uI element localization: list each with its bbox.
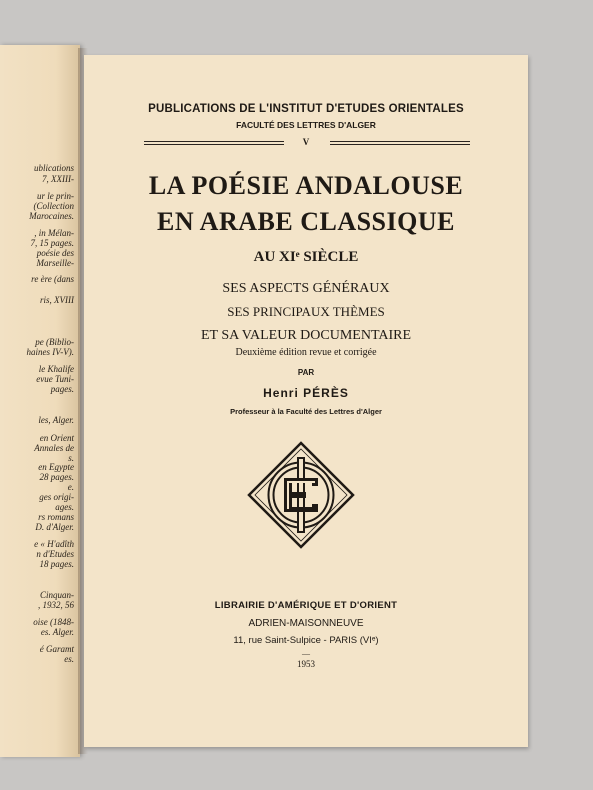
left-text-fragment: 7, XXIII- — [42, 174, 74, 184]
title-page — [84, 55, 528, 747]
left-text-fragment: , in Mélan- — [34, 228, 74, 238]
left-text-fragment: , 1932, 56 — [38, 600, 74, 610]
left-text-fragment: re ère (dans — [31, 274, 74, 284]
book-title-line-2: EN ARABE CLASSIQUE — [157, 207, 455, 236]
publisher-name: ADRIEN-MAISONNEUVE — [248, 618, 364, 629]
publisher-address: 11, rue Saint-Sulpice - PARIS (VIᵉ) — [233, 635, 379, 646]
faculty-name: FACULTÉ DES LETTRES D'ALGER — [236, 120, 376, 130]
left-text-fragment: pe (Biblio- — [35, 337, 74, 347]
author-name: Henri PÉRÈS — [263, 386, 349, 400]
left-text-fragment: e « H'adîth — [34, 539, 74, 549]
left-text-fragment: en Orient — [39, 433, 74, 443]
left-text-fragment: ges origi- — [39, 492, 74, 502]
left-text-fragment: 18 pages. — [39, 559, 74, 569]
separator-dash: — — [302, 649, 310, 658]
left-text-fragment: e. — [67, 482, 74, 492]
left-text-fragment: s. — [68, 453, 74, 463]
book-title-line-1: LA POÉSIE ANDALOUSE — [148, 171, 464, 200]
subtitle-century: AU XIᵉ SIÈCLE — [253, 249, 359, 265]
left-text-fragment: les, Alger. — [38, 415, 74, 425]
left-text-fragment: D. d'Alger. — [35, 522, 74, 532]
left-page — [0, 45, 80, 757]
left-text-fragment: poésie des — [36, 248, 74, 258]
left-text-fragment: 7, 15 pages. — [30, 238, 74, 248]
publication-year: 1953 — [297, 659, 315, 669]
left-text-fragment: ublications — [34, 163, 74, 173]
left-text-fragment: (Collection — [33, 201, 74, 211]
left-text-fragment: ris, XVIII — [40, 295, 74, 305]
left-text-fragment: é Garamt — [39, 644, 74, 654]
left-text-fragment: oise (1848- — [33, 617, 74, 627]
left-text-fragment: Cinquan- — [39, 590, 74, 600]
left-text-fragment: Annales de — [34, 443, 74, 453]
left-text-fragment: ages. — [55, 502, 74, 512]
left-text-fragment: es. Alger. — [40, 627, 74, 637]
left-text-fragment: haines IV-V). — [26, 347, 74, 357]
author-role: Professeur à la Faculté des Lettres d'Alger — [230, 407, 382, 416]
left-text-fragment: n d'Etudes — [36, 549, 74, 559]
left-text-fragment: evue Tuni- — [36, 374, 74, 384]
series-title: PUBLICATIONS DE L'INSTITUT D'ETUDES ORIENTALES — [148, 103, 464, 115]
subtitle-aspects: SES ASPECTS GÉNÉRAUX — [222, 281, 390, 296]
left-text-fragment: es. — [64, 654, 74, 664]
volume-number: V — [302, 137, 310, 147]
left-text-fragment: ur le prin- — [37, 191, 74, 201]
publisher-monogram-emblem — [246, 440, 356, 550]
left-text-fragment: Marocaines. — [29, 211, 74, 221]
by-label: PAR — [297, 368, 315, 377]
left-text-fragment: Marseille- — [36, 258, 74, 268]
left-text-fragment: pages. — [50, 384, 74, 394]
left-text-fragment: 28 pages. — [39, 472, 74, 482]
left-text-fragment: en Egypte — [38, 462, 74, 472]
publisher-line-1: LIBRAIRIE D'AMÉRIQUE ET D'ORIENT — [214, 600, 398, 611]
subtitle-documentary-value: ET SA VALEUR DOCUMENTAIRE — [200, 328, 412, 343]
left-text-fragment: rs romans — [38, 512, 74, 522]
subtitle-themes: SES PRINCIPAUX THÈMES — [227, 304, 385, 319]
left-text-fragment: le Khalife — [38, 364, 74, 374]
edition-note: Deuxième édition revue et corrigée — [235, 347, 377, 358]
double-rule-right — [330, 141, 470, 145]
